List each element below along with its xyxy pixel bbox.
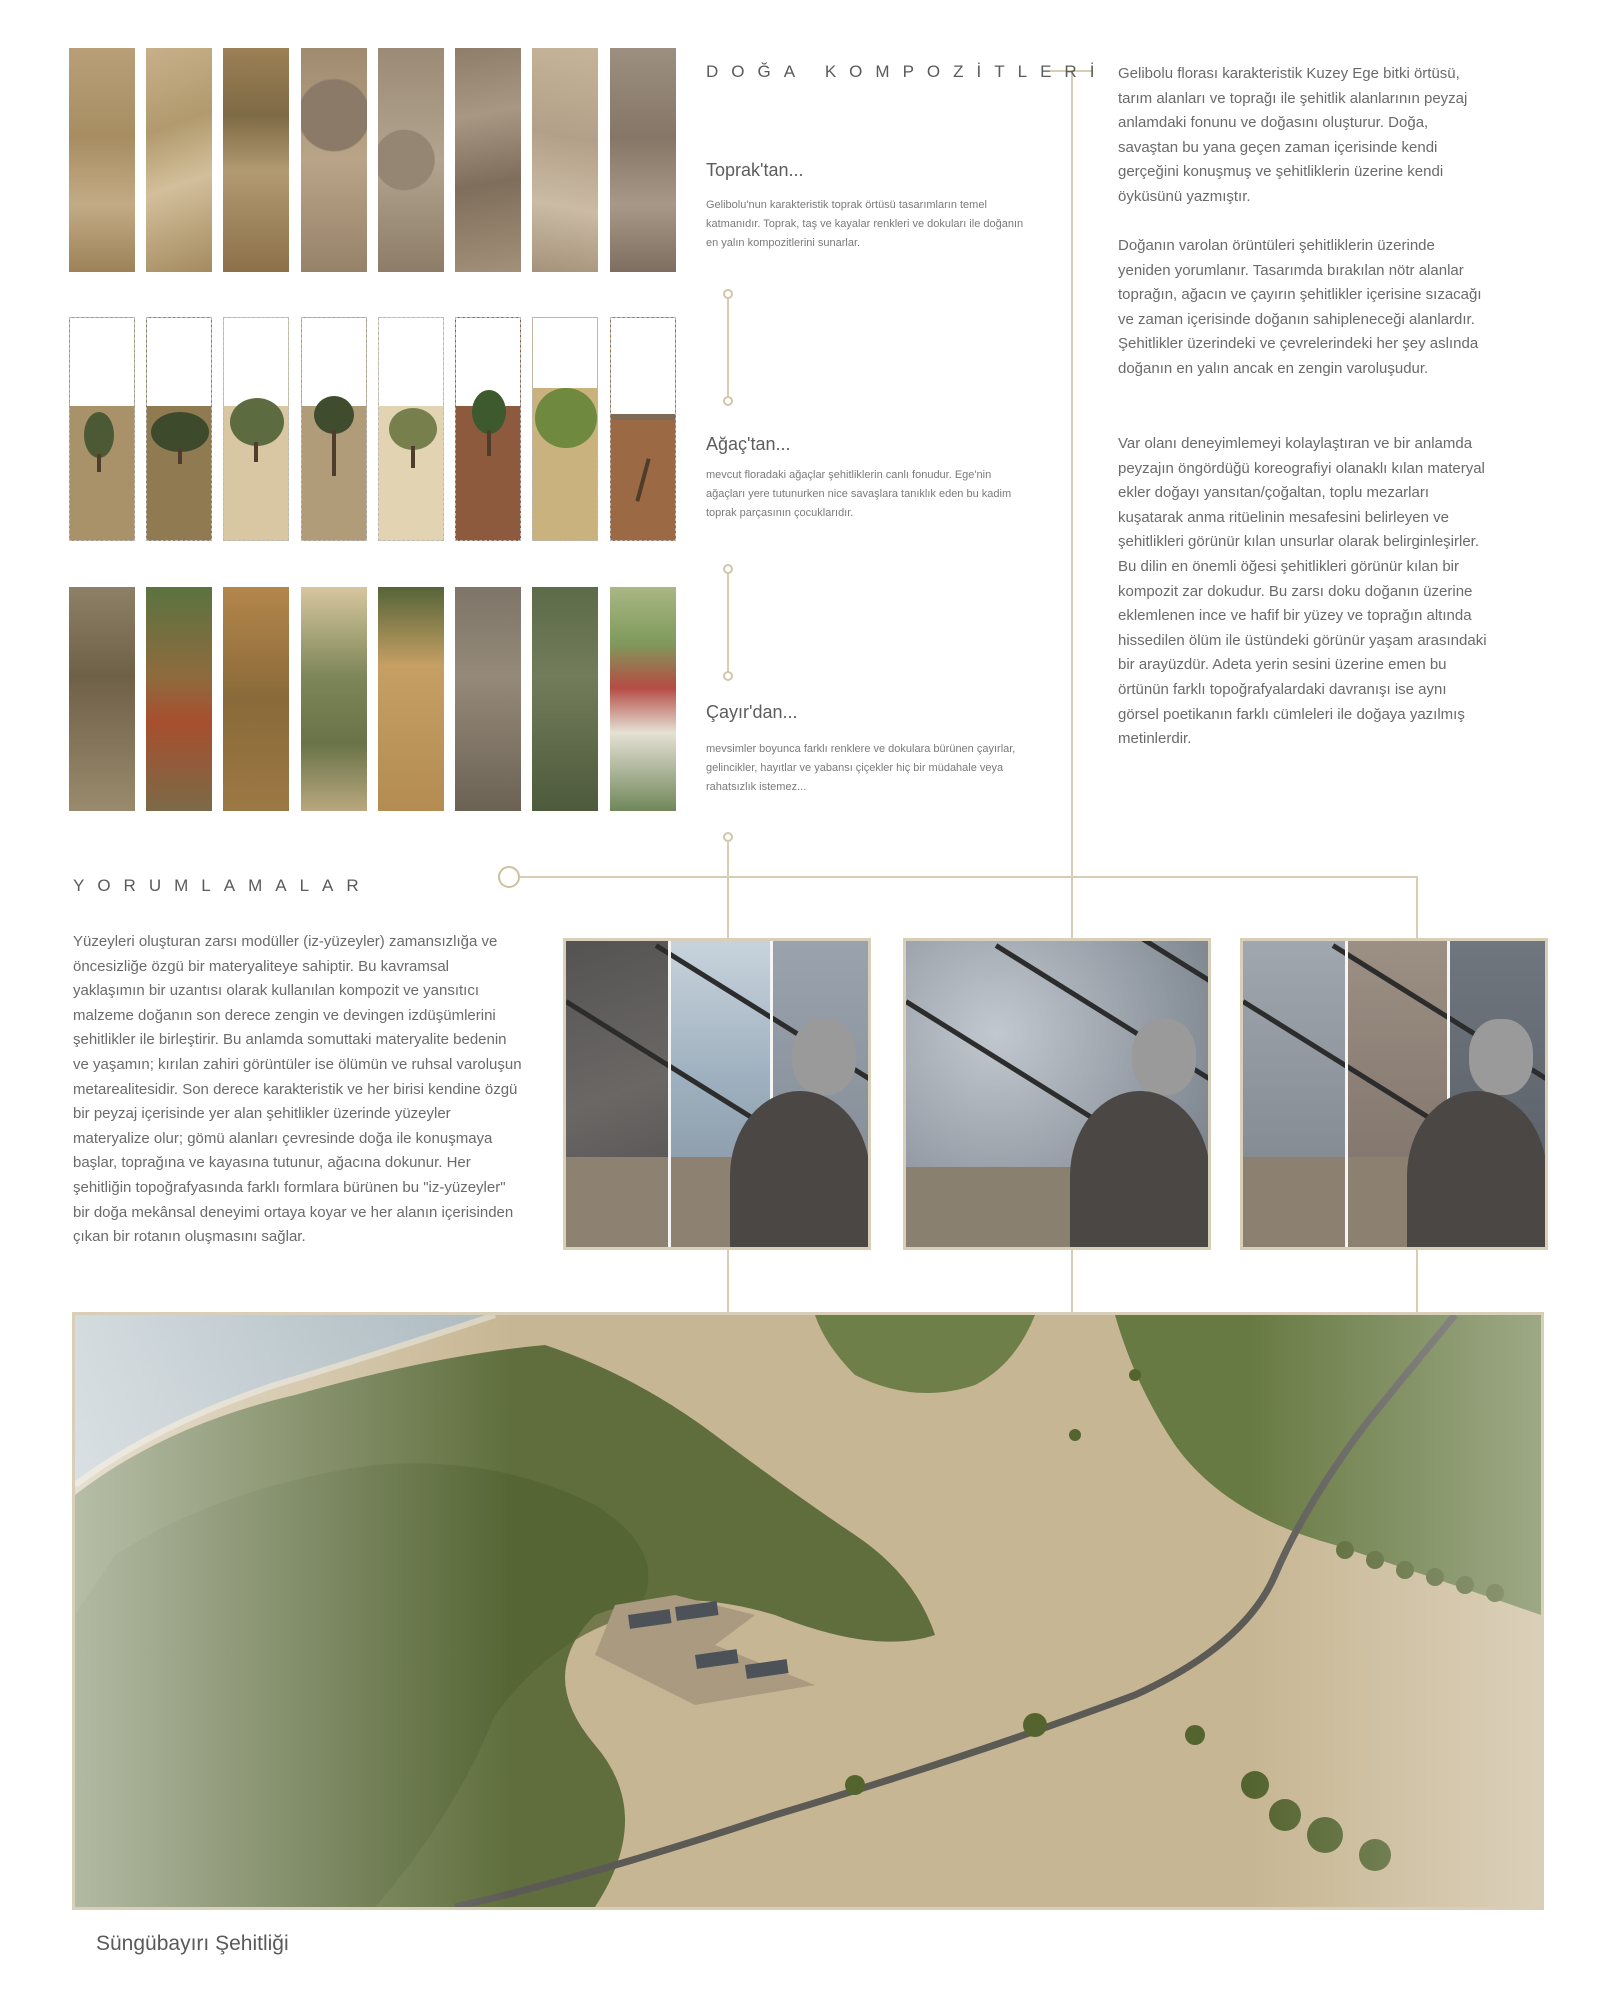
connector-dot-3 [723,832,733,842]
tree-tile-7 [532,317,598,541]
meadow-tile-8 [610,587,676,811]
soil-tile-2 [146,48,212,272]
aerial-site-view [72,1312,1544,1910]
right-paragraph-3: Var olanı deneyimlemeyi kolaylaştıran ve bir anlamda peyzajın öngördüğü koreografiyi olanaklı kılan materyal ekler doğayı yansıtan/çoğaltan, toplu mezarları kuşatarak anma ritüelinin mesafesini belirleyen ve şehitlikleri görünür kılan unsurlar olarak belirginleşirler. Bu dilin en önemli öğesi şehitlikleri görünür kılan bir kompozit zar dokudur. Bu zarsı doku doğanın üzerine eklemlenen ince ve hafif bir yüzey ve toprağın altında hissedilen ölüm ile üstündeki görünür yaşam arasındaki bir arayüzdür. Adeta yerin sesini üzerine emen bu örtünün farklı topoğrafyalardaki davranışı ise aynı görsel poetikanın farklı cümleleri ile doğaya yazılmış metinlerdir. [1118,435,1487,748]
right-paragraph-1: Gelibolu florası karakteristik Kuzey Ege bitki örtüsü, tarım alanları ve toprağı ile şehitlik alanlarının peyzaj anlamdaki fonunu ve doğasını oluşturur. Doğa, savaştan bu yana geçen zaman içerisinde kendi gerçeğini konuşmuş ve şehitliklerin üzerine kendi öyküsünü yazmıştır. [1118,65,1468,205]
site-caption: Süngübayırı Şehitliği [96,1932,289,1955]
stone-tile-4 [301,48,367,272]
connector-segment-1 [727,298,729,402]
tree-tile-1 [69,317,135,541]
doga-title: DOĞA KOMPOZİTLERİ [706,62,1108,81]
aerial-illustration [75,1315,1541,1907]
render-panel-1 [563,938,871,1250]
tree-tile-5 [378,317,444,541]
connector-dot-2b [723,671,733,681]
soil-tile-3 [223,48,289,272]
meadow-tile-4 [301,587,367,811]
tree-tile-6 [455,317,521,541]
stone-tile-6 [455,48,521,272]
soil-tile-1 [69,48,135,272]
stone-tile-8 [610,48,676,272]
agac-heading: Ağaç'tan... [706,434,791,454]
toprak-heading: Toprak'tan... [706,160,804,180]
meadow-tile-1 [69,587,135,811]
connector-dot-1b [723,396,733,406]
connector-node-large [498,866,520,888]
tree-tile-8 [610,317,676,541]
connector-segment-2 [727,572,729,676]
meadow-tile-3 [223,587,289,811]
haze-overlay [75,1315,1541,1907]
right-paragraph-2: Doğanın varolan örüntüleri şehitliklerin üzerinde yeniden yorumlanır. Tasarımda bırakılan nötr alanlar toprağın, ağacın ve çayırın şehitlikler içerisine sızacağı ve zaman içerisinde doğanın sahipleneceği alanlardır. Şehitlikler üzerindeki ve çevrelerindeki her şey aslında doğanın en yalın ancak en zengin varoluşudur. [1118,237,1482,377]
render-panel-3 [1240,938,1548,1250]
yorum-text: Yüzeyleri oluşturan zarsı modüller (iz-yüzeyler) zamansızlığa ve öncesizliğe özgü bir materyaliteye sahiptir. Bu kavramsal yaklaşımın bir uzantısı olarak kullanılan kompozit ve yansıtıcı malzeme doğanın son derece zengin ve devingen izdüşümlerini şehitlikler ile birleştirir. Bu anlamda somuttaki materyalite bedenin ve yaşamın; kırılan zahiri görüntüler ise ölümün ve ruhsal varoluşun metarealitesidir. Son derece karakteristik ve her birisi kendine özgü bir peyzaj içerisinde yer alan şehitlikler üzerinde yüzeyler materyalize olur; gömü alanları çevresinde doğa ile konuşmaya başlar, toprağına ve kayasına tutunur, ağacına dokunur. Her şehitliğin topoğrafyasında farklı formlara bürünen bu "iz-yüzeyler" bir doğa mekânsal deneyimi ortaya koyar ve her alanın içerisinden çıkan bir rotanın oluşmasını sağlar. [73,933,522,1246]
toprak-text: Gelibolu'nun karakteristik toprak örtüsü tasarımların temel katmanıdır. Toprak, taş ve kayalar renkleri ve dokuları ile doğanın en yalın kompozitlerini sunarlar. [706,199,1024,249]
meadow-tile-5 [378,587,444,811]
meadow-tile-2 [146,587,212,811]
tree-tile-4 [301,317,367,541]
cayir-text: mevsimler boyunca farklı renklere ve dokulara bürünen çayırlar, gelincikler, hayıtlar ve yabansı çiçekler hiç bir müdahale veya rahatsızlık istemez... [706,743,1016,793]
stone-tile-7 [532,48,598,272]
meadow-tile-7 [532,587,598,811]
agac-text: mevcut floradaki ağaçlar şehitliklerin canlı fonudur. Ege'nin ağaçları yere tutunurken nice savaşlara tanıklık eden bu kadim toprak parçasının çocuklarıdır. [706,469,1012,519]
yorum-title: YORUMLAMALAR [73,876,372,895]
tree-tile-2 [146,317,212,541]
connector-horizontal-mid [518,876,1418,878]
cayir-heading: Çayır'dan... [706,702,798,722]
connector-dot-2a [723,564,733,574]
tree-tile-3 [223,317,289,541]
meadow-tile-6 [455,587,521,811]
render-panel-2 [903,938,1211,1250]
stone-tile-5 [378,48,444,272]
connector-dot-1a [723,289,733,299]
